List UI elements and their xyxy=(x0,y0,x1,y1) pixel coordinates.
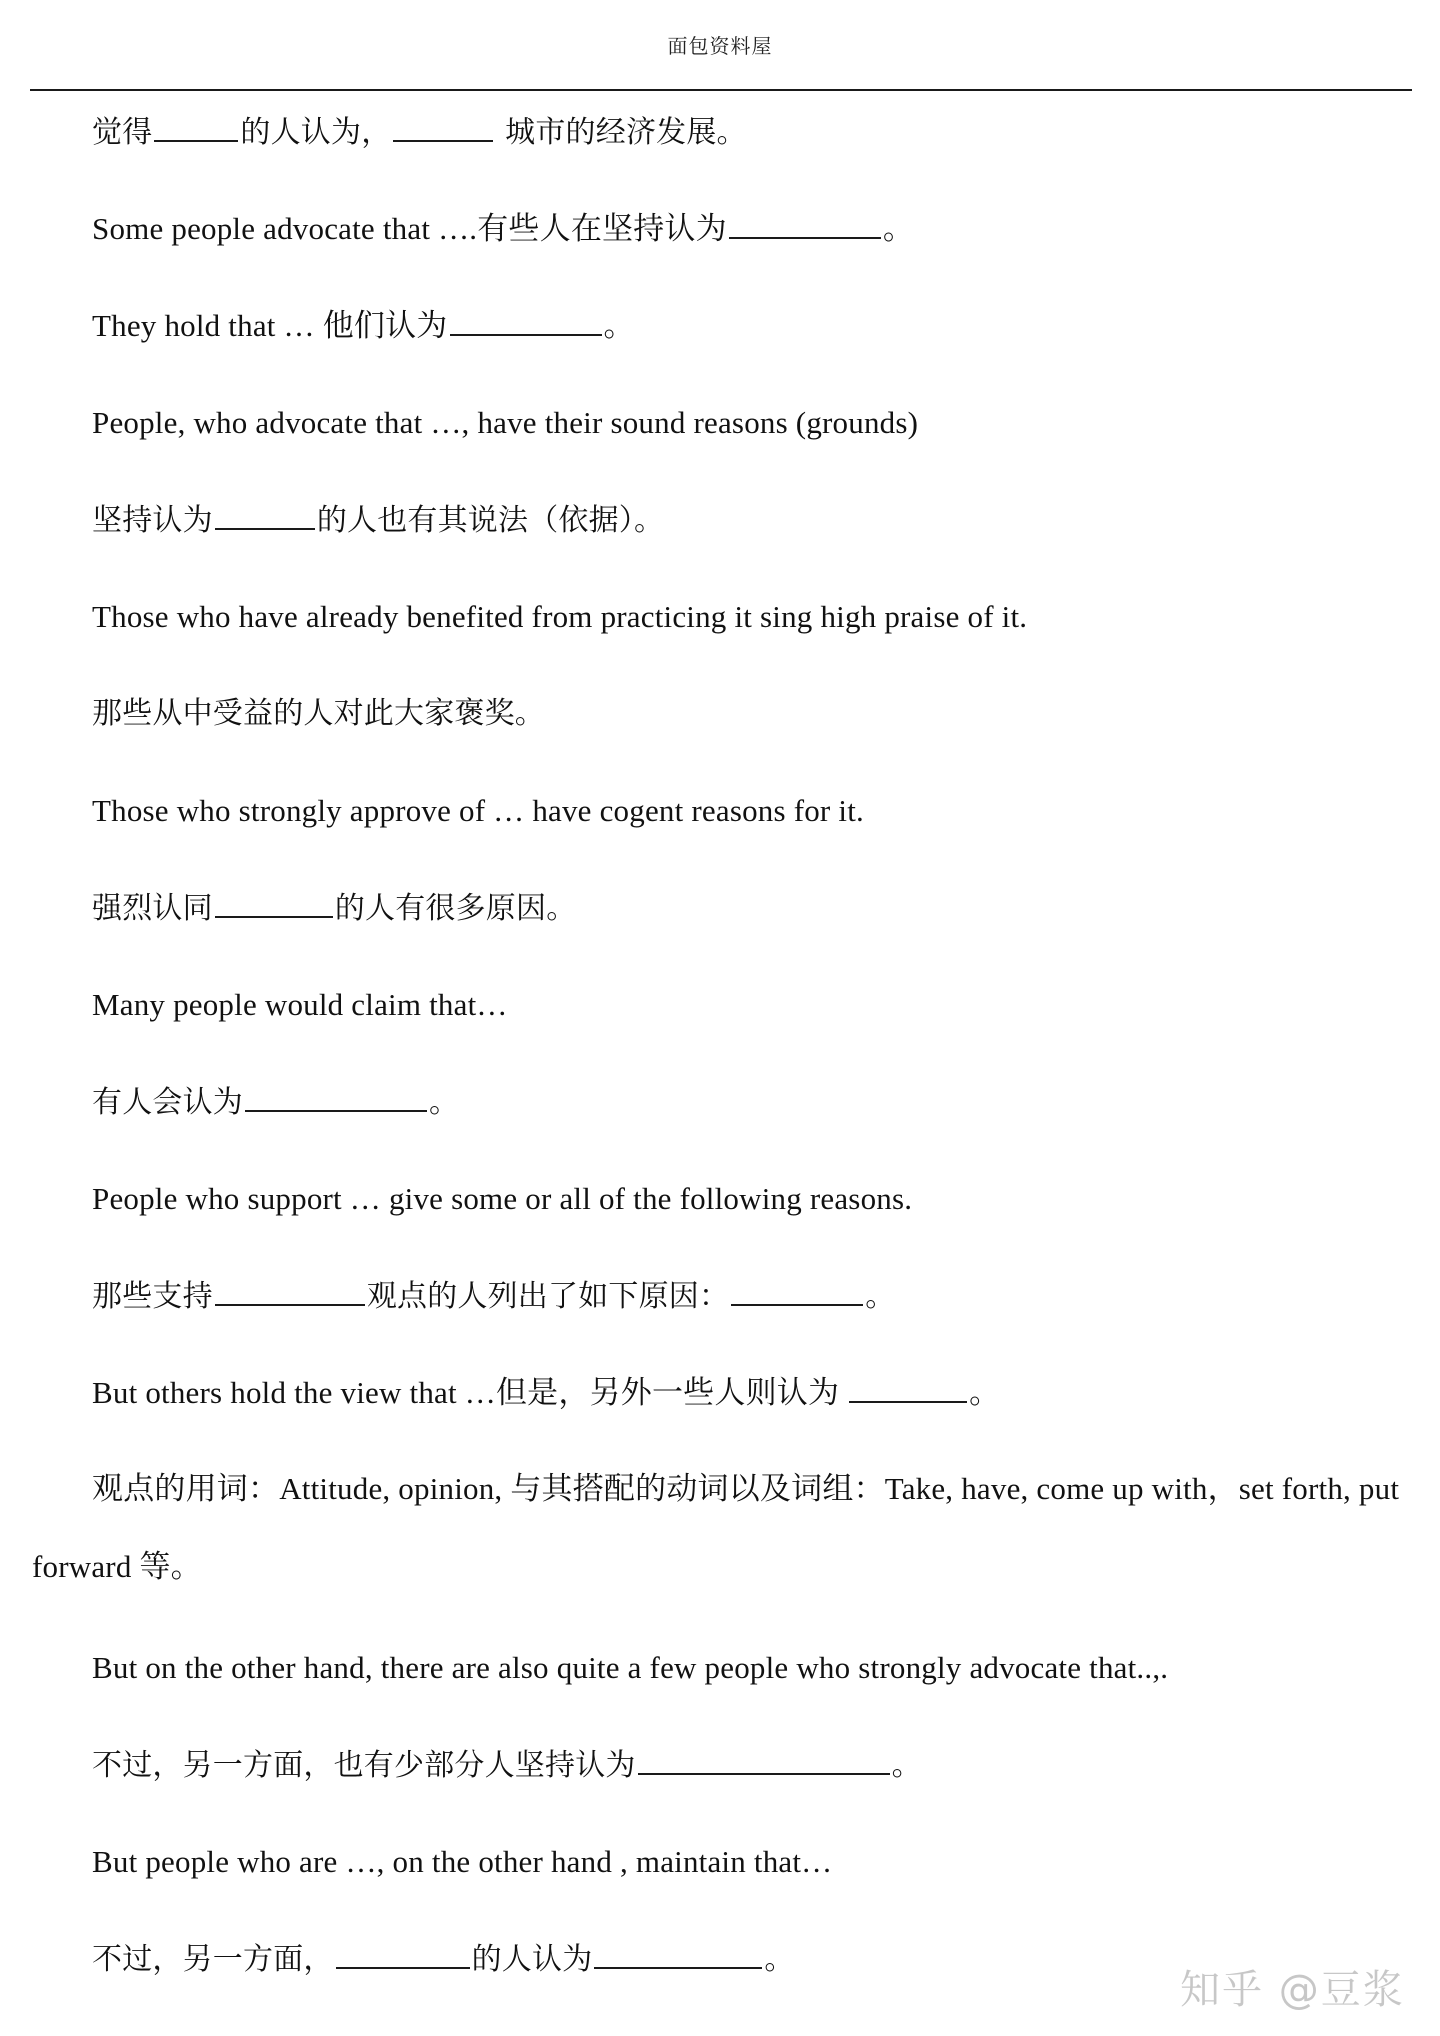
phrase-line-10: Many people would claim that… xyxy=(92,987,508,1022)
phrase-line-2 xyxy=(92,209,1412,249)
phrase-line-13 xyxy=(92,1276,1412,1317)
phrase-line-18: But people who are …, on the other hand , maintain that… xyxy=(92,1844,833,1879)
line-text: 强烈认同 xyxy=(92,891,213,926)
line-text: 。 xyxy=(891,1748,922,1783)
line-text: 城市的经济发展。 xyxy=(495,115,747,150)
fill-in-blank xyxy=(393,112,493,142)
phrase-line-14 xyxy=(92,1373,1412,1413)
line-text: 观点的人列出了如下原因： xyxy=(366,1279,730,1314)
line-text: 那些支持 xyxy=(92,1279,213,1314)
line-text: 不过，另一方面，也有少部分人坚持认为 xyxy=(92,1748,636,1783)
line-text: 坚持认为 xyxy=(92,503,213,538)
fill-in-blank xyxy=(215,500,315,530)
fill-in-blank xyxy=(729,209,881,239)
line-text: 的人也有其说法（依据）。 xyxy=(316,503,665,538)
line-text: 。 xyxy=(865,1279,896,1314)
fill-in-blank xyxy=(638,1745,890,1775)
fill-in-blank xyxy=(849,1373,967,1403)
line-text: But others hold the view that …但是，另外一些人则认为 xyxy=(92,1375,848,1410)
line-text: 的人认为， xyxy=(240,115,392,150)
phrase-line-6: Those who have already benefited from practicing it sing high praise of it. xyxy=(92,599,1028,634)
line-text: 觉得 xyxy=(92,115,153,150)
line-text: 有人会认为 xyxy=(92,1085,243,1120)
fill-in-blank xyxy=(154,112,238,142)
page-header-title: 面包资料屋 xyxy=(667,34,773,58)
fill-in-blank xyxy=(215,888,333,918)
phrase-line-12: People who support … give some or all of the following reasons. xyxy=(92,1181,913,1216)
line-text: 的人认为 xyxy=(471,1942,593,1977)
fill-in-blank xyxy=(594,1939,762,1969)
header-divider xyxy=(30,89,1412,91)
line-text: 的人有很多原因。 xyxy=(334,891,577,926)
line-text: They hold that … 他们认为 xyxy=(92,308,448,343)
line-text: 。 xyxy=(882,211,915,246)
phrase-line-4: People, who advocate that …, have their sound reasons (grounds) xyxy=(92,405,919,440)
line-text: 不过，另一方面， xyxy=(92,1942,334,1977)
phrase-line-16: But on the other hand, there are also quite a few people who strongly advocate that..,. xyxy=(92,1650,1169,1685)
zhihu-watermark: 知乎 @豆浆 xyxy=(1180,1967,1405,2013)
fill-in-blank xyxy=(336,1939,470,1969)
phrase-line-8: Those who strongly approve of … have cogent reasons for it. xyxy=(92,793,864,828)
phrase-line-1 xyxy=(92,112,1412,153)
line-text: 。 xyxy=(969,1375,1001,1410)
fill-in-blank xyxy=(245,1082,427,1112)
fill-in-blank xyxy=(731,1276,863,1306)
line-text: 。 xyxy=(429,1085,460,1120)
line-text: 。 xyxy=(603,308,635,343)
fill-in-blank xyxy=(215,1276,365,1306)
phrase-line-5 xyxy=(92,500,1412,541)
phrase-line-11 xyxy=(92,1082,1412,1123)
phrase-line-17 xyxy=(92,1745,1412,1786)
fill-in-blank xyxy=(450,306,602,336)
vocabulary-paragraph: 观点的用词：Attitude, opinion, 与其搭配的动词以及词组：Take, have, come up with，set forth, put forward 等。 xyxy=(32,1471,1400,1584)
phrase-line-9 xyxy=(92,888,1412,929)
phrase-line-3 xyxy=(92,306,1412,346)
line-text: Some people advocate that ….有些人在坚持认为 xyxy=(92,211,727,246)
line-text: 。 xyxy=(764,1942,795,1977)
phrase-line-7: 那些从中受益的人对此大家褒奖。 xyxy=(92,696,545,731)
